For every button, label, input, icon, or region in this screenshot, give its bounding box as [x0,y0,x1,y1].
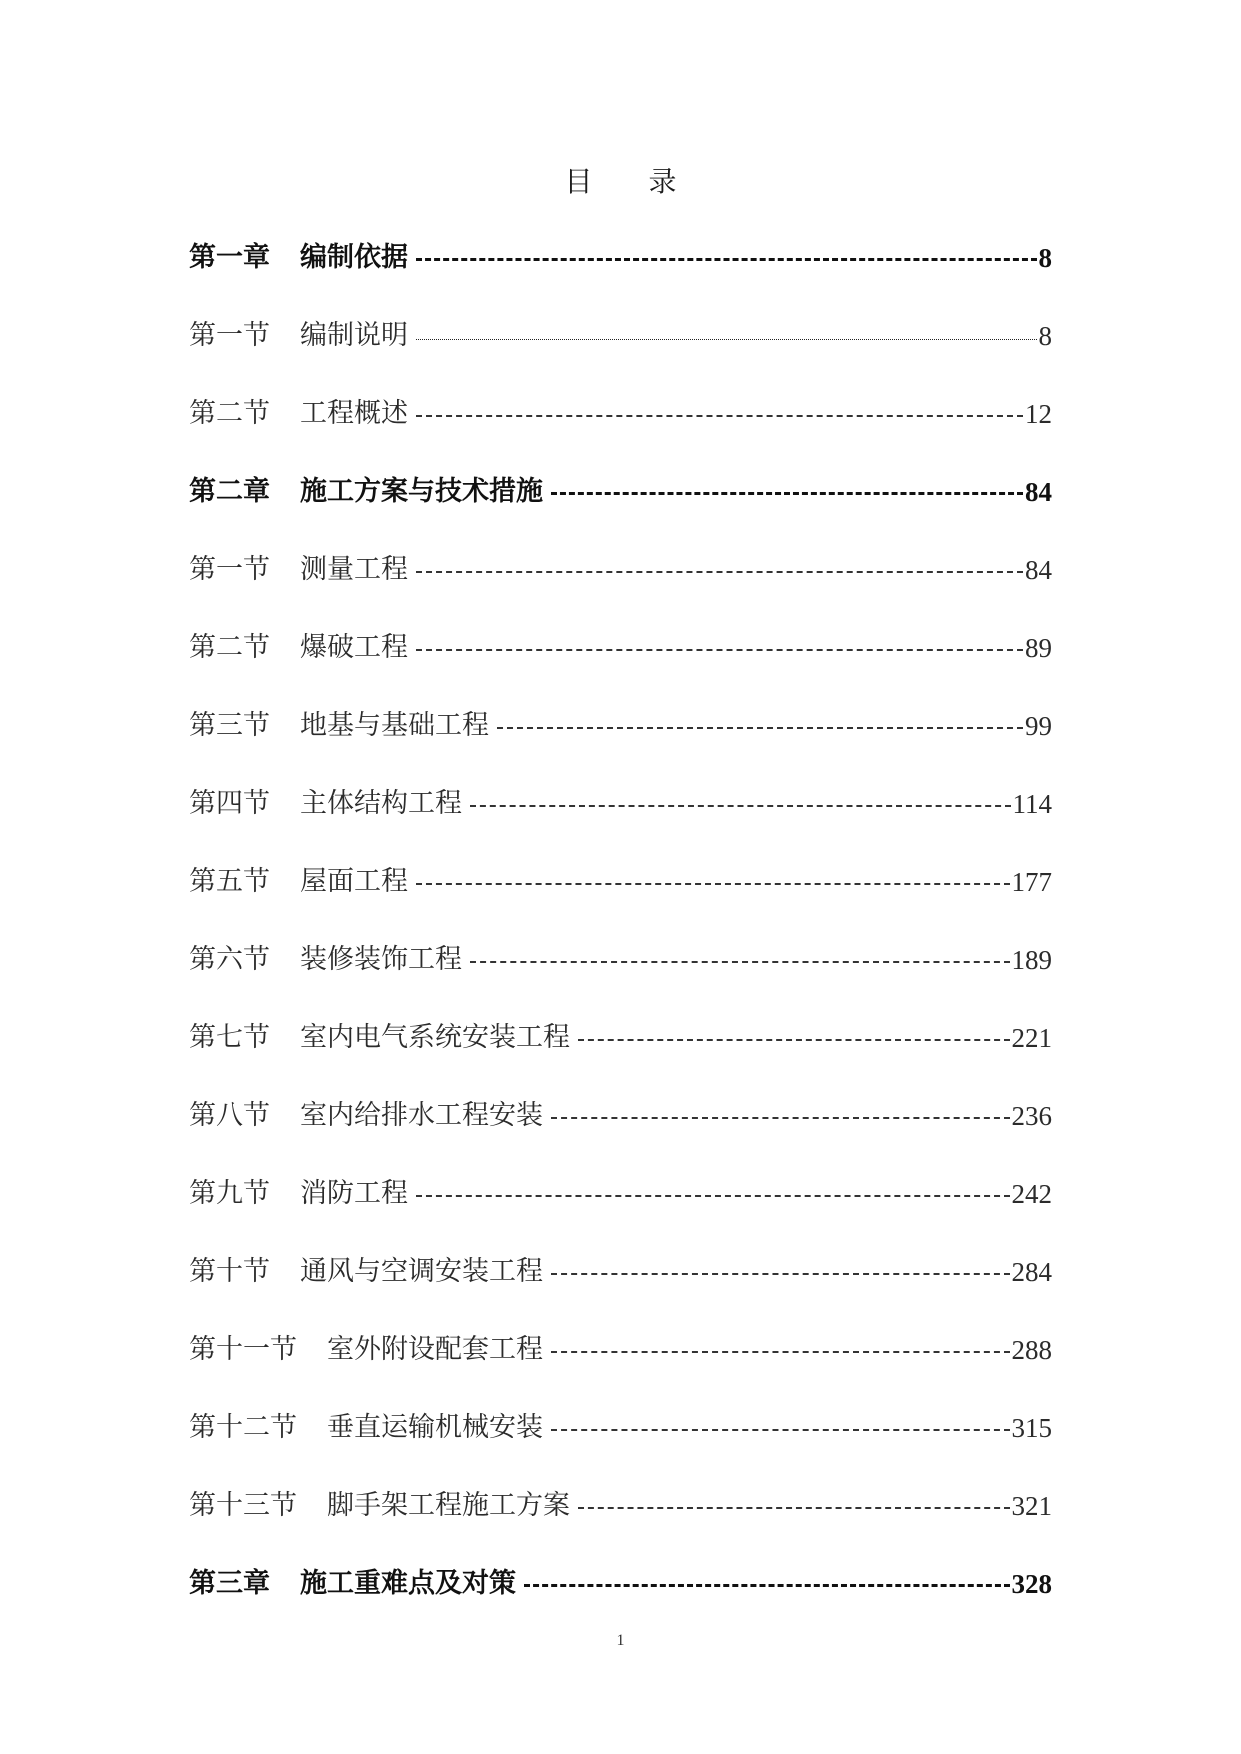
toc-entry[interactable] [189,1018,1052,1096]
toc-entry-title: 通风与空调安装工程 [300,1256,543,1287]
toc-entry[interactable] [189,784,1052,862]
toc-entry-title: 施工重难点及对策 [300,1568,516,1599]
toc-entry-number: 第十二节 [189,1412,297,1443]
page-number: 1 [616,1632,625,1649]
toc-entry-page-number: 12 [1025,399,1052,429]
toc-entry-number: 第六节 [189,944,270,975]
toc-entry-title: 测量工程 [300,554,408,585]
toc-entry-page-number: 242 [1011,1179,1052,1209]
toc-entry-number: 第五节 [189,866,270,897]
toc-entry-page-number: 328 [1011,1569,1052,1599]
toc-leader-line [524,1564,1010,1604]
toc-entry-title: 工程概述 [300,398,408,429]
toc-entry-title: 室内电气系统安装工程 [300,1022,570,1053]
toc-leader-line [416,628,1023,668]
toc-leader-line [551,1096,1010,1136]
toc-entry[interactable] [189,1174,1052,1252]
toc-leader-line [416,238,1037,278]
toc-entry-page-number: 288 [1011,1335,1052,1365]
toc-entry-title: 施工方案与技术措施 [300,476,543,507]
toc-entry[interactable] [189,1096,1052,1174]
toc-entry[interactable] [189,1252,1052,1330]
toc-entry-number: 第二章 [189,476,270,507]
toc-leader-line [551,1408,1010,1448]
toc-entry[interactable] [189,1486,1052,1564]
toc-entry-page-number: 221 [1011,1023,1052,1053]
toc-leader-line [551,1252,1010,1292]
toc-entry-page-number: 89 [1025,633,1052,663]
toc-entry[interactable] [189,940,1052,1018]
toc-leader-line [497,706,1023,746]
toc-leader-line [416,394,1023,434]
toc-entry-title: 主体结构工程 [300,788,462,819]
toc-entry[interactable] [189,394,1052,472]
toc-entry-number: 第十三节 [189,1490,297,1521]
toc-title-char-2: 录 [648,165,677,198]
toc-entry-title: 室内给排水工程安装 [300,1100,543,1131]
toc-entry-number: 第十节 [189,1256,270,1287]
toc-entry-title: 编制依据 [300,242,408,273]
toc-entry-number: 第八节 [189,1100,270,1131]
toc-entry[interactable] [189,1408,1052,1486]
toc-entry-number: 第九节 [189,1178,270,1209]
toc-entry-page-number: 8 [1038,243,1052,273]
toc-entry-number: 第十一节 [189,1334,297,1365]
toc-list [189,238,1052,1642]
toc-entry-page-number: 321 [1011,1491,1052,1521]
toc-entry-page-number: 177 [1011,867,1052,897]
toc-leader-line [416,316,1037,356]
toc-leader-line [416,862,1010,902]
toc-entry[interactable] [189,316,1052,394]
toc-entry-page-number: 99 [1025,711,1052,741]
toc-entry-title: 消防工程 [300,1178,408,1209]
toc-entry-number: 第三节 [189,710,270,741]
toc-entry-page-number: 315 [1011,1413,1052,1443]
toc-entry-number: 第三章 [189,1568,270,1599]
toc-leader-line [470,940,1010,980]
toc-entry[interactable] [189,472,1052,550]
toc-entry-page-number: 236 [1011,1101,1052,1131]
toc-entry[interactable] [189,1330,1052,1408]
toc-entry[interactable] [189,628,1052,706]
toc-entry-number: 第一章 [189,242,270,273]
toc-entry-title: 地基与基础工程 [300,710,489,741]
toc-title [0,160,1241,200]
toc-entry[interactable] [189,862,1052,940]
toc-entry-number: 第二节 [189,632,270,663]
toc-entry-page-number: 84 [1025,477,1052,507]
toc-entry-title: 脚手架工程施工方案 [327,1490,570,1521]
toc-leader-line [470,784,1011,824]
toc-leader-line [551,472,1023,512]
toc-entry-number: 第一节 [189,554,270,585]
toc-entry[interactable] [189,1564,1052,1642]
toc-entry-page-number: 8 [1038,321,1052,351]
toc-entry-number: 第七节 [189,1022,270,1053]
toc-entry-title: 垂直运输机械安装 [327,1412,543,1443]
toc-entry-title: 装修装饰工程 [300,944,462,975]
toc-entry-title: 编制说明 [300,320,408,351]
toc-entry-title: 室外附设配套工程 [327,1334,543,1365]
toc-entry-number: 第四节 [189,788,270,819]
toc-entry-page-number: 84 [1025,555,1052,585]
toc-entry-page-number: 189 [1011,945,1052,975]
toc-leader-line [551,1330,1010,1370]
toc-title-char-1: 目 [564,165,593,198]
toc-entry-title: 爆破工程 [300,632,408,663]
toc-leader-line [578,1486,1010,1526]
toc-entry-number: 第一节 [189,320,270,351]
toc-entry[interactable] [189,238,1052,316]
toc-entry-number: 第二节 [189,398,270,429]
toc-entry-page-number: 114 [1012,789,1052,819]
toc-leader-line [578,1018,1010,1058]
toc-entry[interactable] [189,706,1052,784]
toc-entry[interactable] [189,550,1052,628]
toc-entry-page-number: 284 [1011,1257,1052,1287]
toc-entry-title: 屋面工程 [300,866,408,897]
toc-leader-line [416,550,1023,590]
toc-leader-line [416,1174,1010,1214]
